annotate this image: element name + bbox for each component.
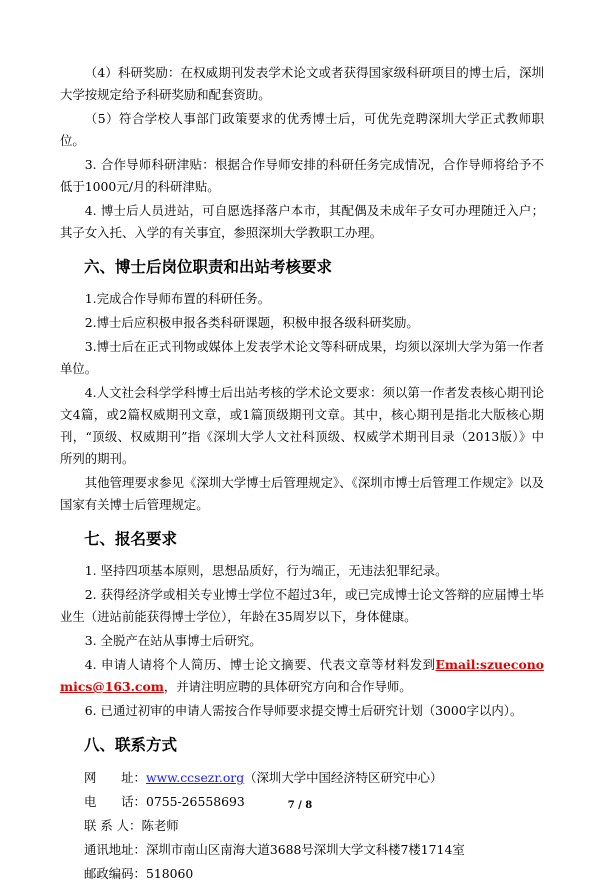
- paragraph: 2.博士后应积极申报各类科研课题，积极申报各级科研奖励。: [84, 315, 419, 330]
- contact-value: 陈老师: [141, 818, 179, 833]
- phone-value: 0755-26558693: [145, 794, 245, 809]
- postcode-value: 518060: [145, 866, 194, 881]
- paragraph: （4）科研奖励：在权威期刊发表学术论文或者获得国家级科研项目的博士后，深圳大学按规定给予科研奖励和配套资助。: [60, 65, 544, 102]
- website-link[interactable]: www.ccsezr.org: [145, 770, 245, 785]
- page-content: [60, 62, 544, 886]
- paragraph: 1.完成合作导师布置的科研任务。: [84, 291, 271, 306]
- section-heading: 六、博士后岗位职责和出站考核要求: [84, 258, 333, 276]
- postcode-label: 邮政编码：: [84, 866, 146, 881]
- email-intro-text: 4. 申请人请将个人简历、博士论文摘要、代表文章等材料发到: [84, 657, 436, 672]
- page-number: 7 / 8: [287, 800, 313, 811]
- contact-address: [60, 838, 544, 862]
- contact-label: 联 系 人：: [84, 818, 142, 833]
- contact-person: [60, 814, 544, 838]
- paragraph: 3. 全脱产在站从事博士后研究。: [84, 633, 262, 648]
- paragraph: 4.人文社会科学学科博士后出站考核的学术论文要求：须以第一作者发表核心期刊论文4篇，或2篇权威期刊文章，或1篇顶级期刊文章。其中，核心期刊是指北大版核心期刊，“顶级、权威期刊”指《深圳大学人文社科顶级、权威学术期刊目录（2013版）》中所列的期刊。: [60, 385, 544, 466]
- paragraph: 4. 博士后人员进站，可自愿选择落户本市，其配偶及未成年子女可办理随迁入户；其子女入托、入学的有关事宜，参照深圳大学教职工办理。: [60, 203, 544, 240]
- paragraph: 其他管理要求参见《深圳大学博士后管理规定》、《深圳市博士后管理工作规定》以及国家有关博士后管理规定。: [60, 475, 544, 512]
- paragraph-email: [60, 654, 544, 698]
- address-value: 深圳市南山区南海大道3688号深圳大学文科楼7楼1714室: [145, 842, 465, 857]
- paragraph: 1. 坚持四项基本原则，思想品质好，行为端正，无违法犯罪纪录。: [84, 563, 448, 578]
- contact-postcode: [60, 862, 544, 886]
- website-note: （深圳大学中国经济特区研究中心）: [244, 770, 443, 785]
- paragraph: （5）符合学校人事部门政策要求的优秀博士后，可优先竞聘深圳大学正式教师职位。: [60, 111, 544, 148]
- paragraph: 3. 合作导师科研津贴：根据合作导师安排的科研任务完成情况，合作导师将给予不低于1000元/月的科研津贴。: [60, 157, 544, 194]
- email-link[interactable]: Email:szueconomics@163.com: [60, 657, 544, 694]
- email-outro-text: ，并请注明应聘的具体研究方向和合作导师。: [163, 679, 412, 694]
- phone-label: 电 话：: [84, 794, 146, 809]
- contact-block: [60, 766, 544, 886]
- paragraph: 2. 获得经济学或相关专业博士学位不超过3年，或已完成博士论文答辩的应届博士毕业生（进站前能获得博士学位），年龄在35周岁以下，身体健康。: [60, 587, 544, 624]
- paragraph: 6. 已通过初审的申请人需按合作导师要求提交博士后研究计划（3000字以内）。: [84, 703, 523, 718]
- section-heading: 七、报名要求: [84, 530, 178, 548]
- website-label: 网 址：: [84, 770, 146, 785]
- address-label: 通讯地址：: [84, 842, 146, 857]
- section-heading: 八、联系方式: [84, 736, 178, 754]
- contact-website: [60, 766, 544, 790]
- paragraph: 3.博士后在正式刊物或媒体上发表学术论文等科研成果，均须以深圳大学为第一作者单位。: [60, 339, 544, 376]
